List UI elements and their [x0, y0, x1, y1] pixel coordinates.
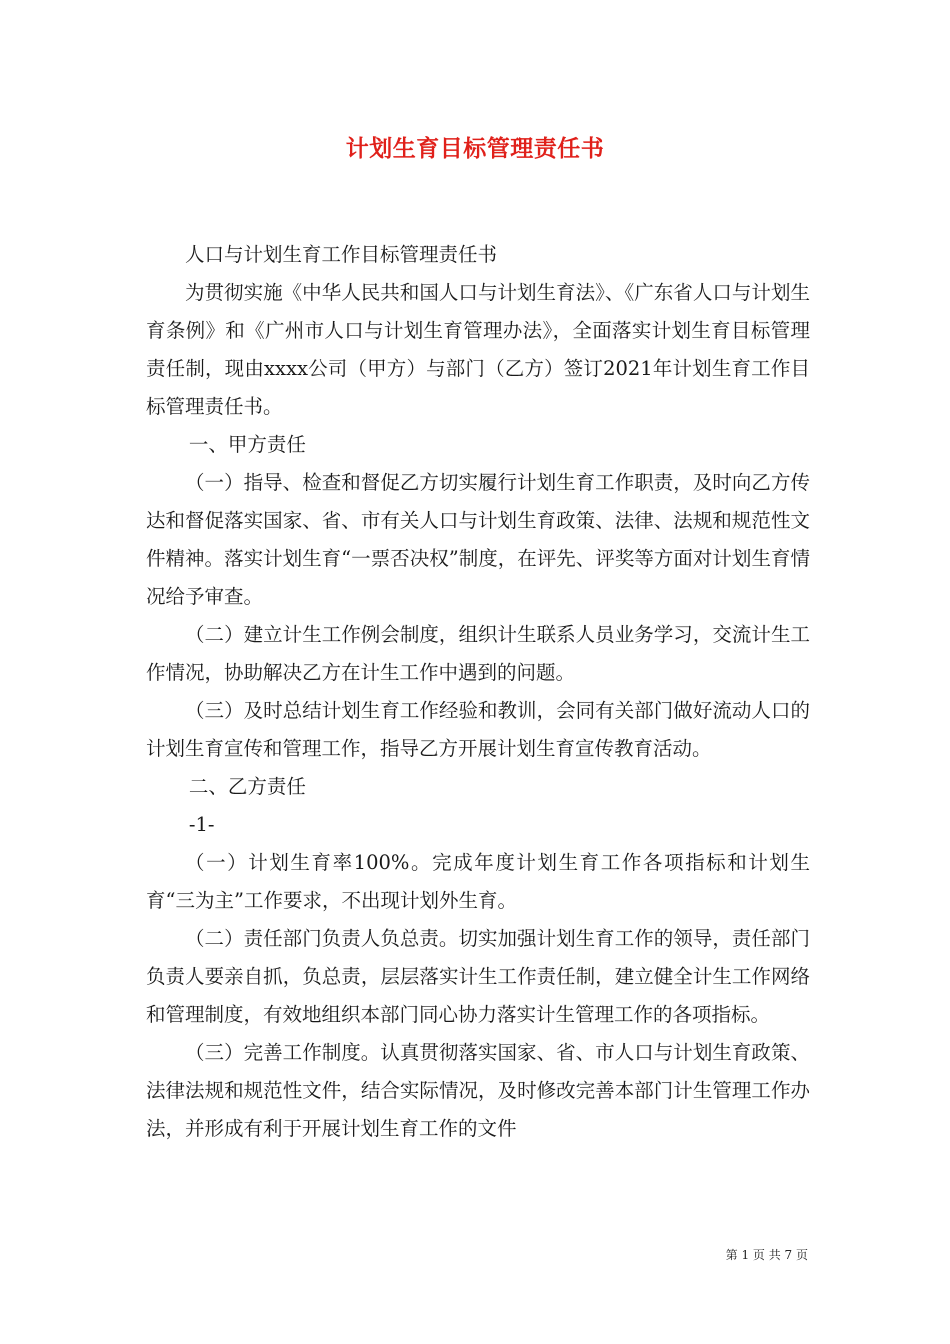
document-body	[146, 236, 810, 1148]
page-number-footer: 第 1 页 共 7 页	[725, 1248, 808, 1262]
document-title: 计划生育目标管理责任书	[345, 135, 605, 162]
party-b-item-3: （三）完善工作制度。认真贯彻落实国家、省、市人口与计划生育政策、法律法规和规范性文件，结合实际情况，及时修改完善本部门计生管理工作办法，并形成有利于开展计划生育工作的文件	[146, 1041, 810, 1140]
party-b-item-1: （一）计划生育率100%。完成年度计划生育工作各项指标和计划生育“三为主”工作要求，不出现计划外生育。	[146, 851, 810, 912]
intro-paragraph: 为贯彻实施《中华人民共和国人口与计划生育法》、《广东省人口与计划生育条例》和《广州市人口与计划生育管理办法》，全面落实计划生育目标管理责任制，现由xxxx公司（甲方）与部门（乙方）签订2021年计划生育工作目标管理责任书。	[146, 281, 810, 418]
party-a-item-1: （一）指导、检查和督促乙方切实履行计划生育工作职责，及时向乙方传达和督促落实国家、省、市有关人口与计划生育政策、法律、法规和规范性文件精神。落实计划生育“一票否决权”制度，在评先、评奖等方面对计划生育情况给予审查。	[146, 471, 810, 608]
party-b-item-2: （二）责任部门负责人负总责。切实加强计划生育工作的领导，责任部门负责人要亲自抓，负总责，层层落实计生工作责任制，建立健全计生工作网络和管理制度，有效地组织本部门同心协力落实计生管理工作的各项指标。	[146, 927, 810, 1026]
section-heading-party-b: 二、乙方责任	[188, 775, 306, 798]
section-heading-party-a: 一、甲方责任	[188, 433, 306, 456]
party-a-item-2: （二）建立计生工作例会制度，组织计生联系人员业务学习，交流计生工作情况，协助解决乙方在计生工作中遇到的问题。	[146, 623, 810, 684]
inline-page-marker: -1-	[188, 813, 215, 836]
party-a-item-3: （三）及时总结计划生育工作经验和教训，会同有关部门做好流动人口的计划生育宣传和管理工作，指导乙方开展计划生育宣传教育活动。	[146, 699, 810, 760]
subtitle-paragraph: 人口与计划生育工作目标管理责任书	[185, 243, 498, 266]
